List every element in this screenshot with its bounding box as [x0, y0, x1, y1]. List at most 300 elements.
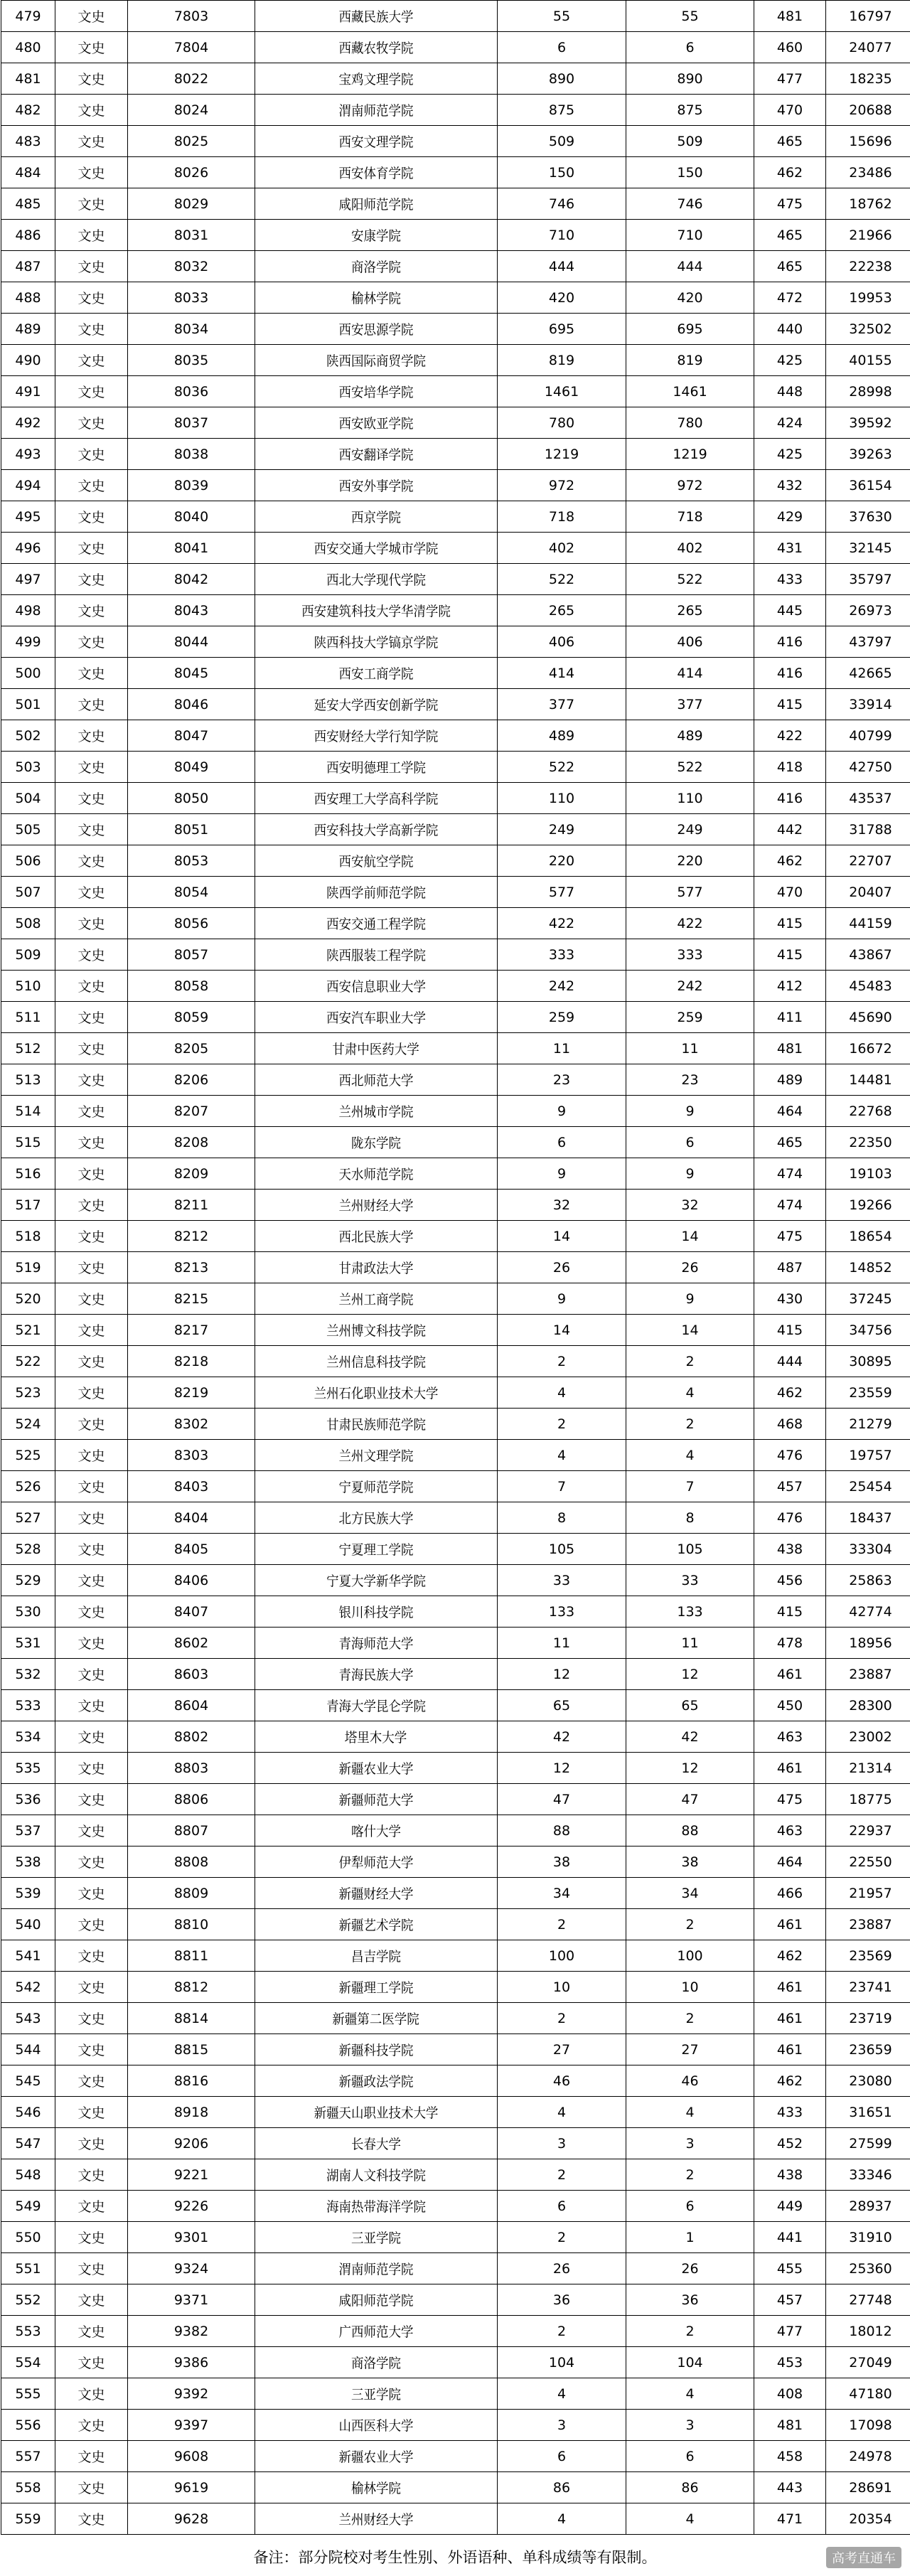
school-name-cell	[255, 2097, 498, 2128]
row-index-cell: 544	[1, 2034, 55, 2065]
admitted-count-cell: 10	[626, 1972, 754, 2003]
row-index-cell: 524	[1, 1409, 55, 1440]
admitted-count-cell: 65	[626, 1690, 754, 1721]
school-name-cell	[255, 1659, 498, 1690]
min-score-cell: 441	[754, 2222, 826, 2253]
min-rank-cell: 23002	[826, 1721, 910, 1753]
row-index-cell: 531	[1, 1628, 55, 1659]
school-name-text: 天水师范学院	[338, 1167, 414, 1182]
min-score-cell: 463	[754, 1721, 826, 1753]
table-row	[1, 220, 910, 251]
min-score-cell: 432	[754, 470, 826, 501]
subject-category-cell: 文史	[55, 1158, 128, 1190]
min-score-cell: 476	[754, 1440, 826, 1471]
min-score-cell: 477	[754, 2316, 826, 2347]
school-code-cell: 8034	[128, 314, 255, 345]
table-row	[1, 1377, 910, 1409]
school-name-text: 新疆天山职业技术大学	[314, 2105, 439, 2121]
plan-count-cell: 4	[498, 1377, 626, 1409]
subject-category-cell: 文史	[55, 63, 128, 95]
plan-count-cell: 38	[498, 1847, 626, 1878]
subject-category-cell: 文史	[55, 439, 128, 470]
subject-category-cell: 文史	[55, 1659, 128, 1690]
school-name-text: 榆林学院	[351, 291, 401, 306]
row-index-cell: 508	[1, 908, 55, 939]
admitted-count-cell: 718	[626, 501, 754, 533]
school-name-text: 青海民族大学	[338, 1667, 414, 1683]
table-row	[1, 1628, 910, 1659]
row-index-cell: 492	[1, 407, 55, 439]
min-score-cell: 466	[754, 1878, 826, 1909]
school-code-cell: 8029	[128, 188, 255, 220]
school-code-cell: 8054	[128, 877, 255, 908]
plan-count-cell: 718	[498, 501, 626, 533]
min-rank-cell: 24978	[826, 2441, 910, 2472]
min-score-cell: 416	[754, 626, 826, 658]
min-rank-cell: 18775	[826, 1784, 910, 1815]
school-name-cell	[255, 1315, 498, 1346]
table-row	[1, 2472, 910, 2503]
plan-count-cell: 2	[498, 1909, 626, 1940]
school-name-text: 西安体育学院	[338, 166, 414, 181]
table-row	[1, 1847, 910, 1878]
school-name-cell	[255, 939, 498, 971]
admitted-count-cell: 32	[626, 1190, 754, 1221]
school-name-text: 新疆科技学院	[338, 2043, 414, 2058]
min-score-cell: 481	[754, 1033, 826, 1064]
table-row	[1, 2347, 910, 2378]
min-rank-cell: 36154	[826, 470, 910, 501]
admitted-count-cell: 402	[626, 533, 754, 564]
school-name-text: 西安明德理工学院	[326, 760, 426, 776]
admitted-count-cell: 12	[626, 1753, 754, 1784]
school-code-cell: 8816	[128, 2065, 255, 2097]
subject-category-cell: 文史	[55, 2472, 128, 2503]
school-name-text: 广西师范大学	[338, 2324, 414, 2340]
plan-count-cell: 46	[498, 2065, 626, 2097]
subject-category-cell: 文史	[55, 1909, 128, 1940]
school-name-text: 三亚学院	[351, 2387, 401, 2403]
min-score-cell: 408	[754, 2378, 826, 2410]
subject-category-cell: 文史	[55, 2378, 128, 2410]
plan-count-cell: 377	[498, 689, 626, 720]
plan-count-cell: 1219	[498, 439, 626, 470]
row-index-cell: 542	[1, 1972, 55, 2003]
row-index-cell: 488	[1, 282, 55, 314]
school-code-cell: 8042	[128, 564, 255, 595]
min-rank-cell: 44159	[826, 908, 910, 939]
school-code-cell: 8604	[128, 1690, 255, 1721]
row-index-cell: 533	[1, 1690, 55, 1721]
plan-count-cell: 26	[498, 2253, 626, 2284]
min-score-cell: 461	[754, 1753, 826, 1784]
min-score-cell: 456	[754, 1565, 826, 1596]
min-rank-cell: 39263	[826, 439, 910, 470]
school-name-cell	[255, 2222, 498, 2253]
school-name-text: 兰州信息科技学院	[326, 1354, 426, 1370]
table-row	[1, 2410, 910, 2441]
row-index-cell: 541	[1, 1940, 55, 1972]
row-index-cell: 550	[1, 2222, 55, 2253]
table-row	[1, 564, 910, 595]
subject-category-cell: 文史	[55, 1283, 128, 1315]
school-code-cell: 8025	[128, 126, 255, 157]
min-rank-cell: 40155	[826, 345, 910, 376]
school-name-cell	[255, 1847, 498, 1878]
table-row	[1, 1315, 910, 1346]
min-rank-cell: 28998	[826, 376, 910, 407]
row-index-cell: 527	[1, 1502, 55, 1534]
plan-count-cell: 42	[498, 1721, 626, 1753]
table-row	[1, 63, 910, 95]
row-index-cell: 501	[1, 689, 55, 720]
row-index-cell: 553	[1, 2316, 55, 2347]
plan-count-cell: 259	[498, 1002, 626, 1033]
min-score-cell: 465	[754, 126, 826, 157]
row-index-cell: 534	[1, 1721, 55, 1753]
admitted-count-cell: 4	[626, 1377, 754, 1409]
admitted-count-cell: 577	[626, 877, 754, 908]
min-rank-cell: 27748	[826, 2284, 910, 2316]
admitted-count-cell: 9	[626, 1096, 754, 1127]
school-code-cell: 8219	[128, 1377, 255, 1409]
subject-category-cell: 文史	[55, 2097, 128, 2128]
row-index-cell: 548	[1, 2159, 55, 2191]
min-rank-cell: 19953	[826, 282, 910, 314]
subject-category-cell: 文史	[55, 1940, 128, 1972]
school-name-cell	[255, 376, 498, 407]
min-score-cell: 415	[754, 1315, 826, 1346]
table-row	[1, 2003, 910, 2034]
plan-count-cell: 88	[498, 1815, 626, 1847]
min-rank-cell: 33914	[826, 689, 910, 720]
school-name-text: 长春大学	[351, 2137, 401, 2152]
plan-count-cell: 220	[498, 845, 626, 877]
row-index-cell: 519	[1, 1252, 55, 1283]
min-score-cell: 415	[754, 908, 826, 939]
school-code-cell: 9386	[128, 2347, 255, 2378]
row-index-cell: 552	[1, 2284, 55, 2316]
table-row	[1, 2284, 910, 2316]
school-code-cell: 8043	[128, 595, 255, 626]
school-code-cell: 8404	[128, 1502, 255, 1534]
school-name-text: 商洛学院	[351, 260, 401, 275]
school-name-cell	[255, 1033, 498, 1064]
school-code-cell: 8205	[128, 1033, 255, 1064]
plan-count-cell: 2	[498, 1346, 626, 1377]
min-rank-cell: 22768	[826, 1096, 910, 1127]
min-score-cell: 487	[754, 1252, 826, 1283]
school-name-cell	[255, 1190, 498, 1221]
school-name-text: 青海大学昆仑学院	[326, 1699, 426, 1714]
subject-category-cell: 文史	[55, 626, 128, 658]
row-index-cell: 515	[1, 1127, 55, 1158]
school-name-text: 西安培华学院	[338, 385, 414, 400]
min-score-cell: 457	[754, 2284, 826, 2316]
min-score-cell: 424	[754, 407, 826, 439]
school-name-cell	[255, 689, 498, 720]
admitted-count-cell: 2	[626, 1409, 754, 1440]
admitted-count-cell: 38	[626, 1847, 754, 1878]
min-rank-cell: 31910	[826, 2222, 910, 2253]
min-rank-cell: 42750	[826, 752, 910, 783]
row-index-cell: 499	[1, 626, 55, 658]
school-name-text: 西安财经大学行知学院	[314, 729, 439, 744]
school-name-cell	[255, 2065, 498, 2097]
plan-count-cell: 710	[498, 220, 626, 251]
plan-count-cell: 2	[498, 1409, 626, 1440]
row-index-cell: 546	[1, 2097, 55, 2128]
row-index-cell: 506	[1, 845, 55, 877]
table-row	[1, 1940, 910, 1972]
min-rank-cell: 30895	[826, 1346, 910, 1377]
plan-count-cell: 100	[498, 1940, 626, 1972]
min-score-cell: 449	[754, 2191, 826, 2222]
subject-category-cell: 文史	[55, 2284, 128, 2316]
admitted-count-cell: 819	[626, 345, 754, 376]
min-rank-cell: 22350	[826, 1127, 910, 1158]
row-index-cell: 554	[1, 2347, 55, 2378]
school-code-cell: 8038	[128, 439, 255, 470]
admitted-count-cell: 414	[626, 658, 754, 689]
school-code-cell: 8212	[128, 1221, 255, 1252]
subject-category-cell: 文史	[55, 470, 128, 501]
plan-count-cell: 695	[498, 314, 626, 345]
table-row	[1, 752, 910, 783]
school-name-cell	[255, 1690, 498, 1721]
min-score-cell: 461	[754, 1659, 826, 1690]
min-rank-cell: 17098	[826, 2410, 910, 2441]
school-name-text: 伊犁师范大学	[338, 1855, 414, 1871]
plan-count-cell: 420	[498, 282, 626, 314]
school-name-text: 喀什大学	[351, 1824, 401, 1839]
school-name-text: 渭南师范学院	[338, 103, 414, 119]
plan-count-cell: 509	[498, 126, 626, 157]
school-name-text: 湖南人文科技学院	[326, 2168, 426, 2184]
footnote: 备注：部分院校对考生性别、外语语种、单科成绩等有限制。	[253, 2549, 657, 2566]
admitted-count-cell: 104	[626, 2347, 754, 2378]
subject-category-cell: 文史	[55, 752, 128, 783]
row-index-cell: 526	[1, 1471, 55, 1502]
table-row	[1, 1815, 910, 1847]
table-row	[1, 1440, 910, 1471]
min-score-cell: 474	[754, 1190, 826, 1221]
school-code-cell: 8218	[128, 1346, 255, 1377]
row-index-cell: 551	[1, 2253, 55, 2284]
school-code-cell: 8058	[128, 971, 255, 1002]
table-row	[1, 2065, 910, 2097]
table-row	[1, 157, 910, 188]
admitted-count-cell: 710	[626, 220, 754, 251]
subject-category-cell: 文史	[55, 783, 128, 814]
min-score-cell: 448	[754, 376, 826, 407]
school-name-cell	[255, 1283, 498, 1315]
subject-category-cell: 文史	[55, 908, 128, 939]
school-code-cell: 9619	[128, 2472, 255, 2503]
table-row	[1, 1502, 910, 1534]
min-score-cell: 478	[754, 1628, 826, 1659]
table-row	[1, 345, 910, 376]
school-name-cell	[255, 1471, 498, 1502]
table-row	[1, 32, 910, 63]
subject-category-cell: 文史	[55, 1628, 128, 1659]
school-name-text: 西安交通工程学院	[326, 916, 426, 932]
subject-category-cell: 文史	[55, 1565, 128, 1596]
plan-count-cell: 6	[498, 2191, 626, 2222]
min-score-cell: 453	[754, 2347, 826, 2378]
school-name-cell	[255, 626, 498, 658]
row-index-cell: 485	[1, 188, 55, 220]
admitted-count-cell: 9	[626, 1158, 754, 1190]
school-code-cell: 8407	[128, 1596, 255, 1628]
school-name-text: 西安外事学院	[338, 479, 414, 494]
school-name-text: 北方民族大学	[338, 1511, 414, 1527]
row-index-cell: 529	[1, 1565, 55, 1596]
plan-count-cell: 875	[498, 95, 626, 126]
school-name-text: 西安建筑科技大学华清学院	[301, 604, 451, 619]
admitted-count-cell: 1219	[626, 439, 754, 470]
min-rank-cell: 26973	[826, 595, 910, 626]
school-name-text: 宁夏大学新华学院	[326, 1573, 426, 1589]
subject-category-cell: 文史	[55, 595, 128, 626]
row-index-cell: 502	[1, 720, 55, 752]
plan-count-cell: 333	[498, 939, 626, 971]
school-name-cell	[255, 220, 498, 251]
school-name-cell	[255, 1596, 498, 1628]
min-rank-cell: 25360	[826, 2253, 910, 2284]
school-name-text: 西北师范大学	[338, 1073, 414, 1089]
plan-count-cell: 14	[498, 1221, 626, 1252]
table-row	[1, 533, 910, 564]
min-rank-cell: 34756	[826, 1315, 910, 1346]
school-code-cell: 8050	[128, 783, 255, 814]
subject-category-cell: 文史	[55, 1096, 128, 1127]
row-index-cell: 483	[1, 126, 55, 157]
plan-count-cell: 47	[498, 1784, 626, 1815]
school-name-cell	[255, 2316, 498, 2347]
admitted-count-cell: 8	[626, 1502, 754, 1534]
table-row	[1, 1096, 910, 1127]
table-row	[1, 1, 910, 32]
plan-count-cell: 2	[498, 2003, 626, 2034]
subject-category-cell: 文史	[55, 1409, 128, 1440]
school-name-cell	[255, 1940, 498, 1972]
min-score-cell: 461	[754, 1972, 826, 2003]
school-name-cell	[255, 1346, 498, 1377]
plan-count-cell: 265	[498, 595, 626, 626]
school-name-cell	[255, 2128, 498, 2159]
plan-count-cell: 489	[498, 720, 626, 752]
min-rank-cell: 43537	[826, 783, 910, 814]
school-code-cell: 7803	[128, 1, 255, 32]
min-score-cell: 431	[754, 533, 826, 564]
plan-count-cell: 1461	[498, 376, 626, 407]
row-index-cell: 521	[1, 1315, 55, 1346]
min-score-cell: 458	[754, 2441, 826, 2472]
admitted-count-cell: 26	[626, 2253, 754, 2284]
min-rank-cell: 35797	[826, 564, 910, 595]
plan-count-cell: 12	[498, 1753, 626, 1784]
table-row	[1, 939, 910, 971]
school-code-cell: 9371	[128, 2284, 255, 2316]
table-row	[1, 439, 910, 470]
school-code-cell: 8049	[128, 752, 255, 783]
school-name-cell	[255, 2503, 498, 2535]
table-row	[1, 1064, 910, 1096]
min-score-cell: 418	[754, 752, 826, 783]
subject-category-cell: 文史	[55, 95, 128, 126]
row-index-cell: 532	[1, 1659, 55, 1690]
school-name-text: 西安理工大学高科学院	[314, 791, 439, 807]
row-index-cell: 525	[1, 1440, 55, 1471]
min-rank-cell: 22550	[826, 1847, 910, 1878]
school-code-cell: 8051	[128, 814, 255, 845]
school-name-cell	[255, 126, 498, 157]
min-score-cell: 450	[754, 1690, 826, 1721]
min-rank-cell: 45690	[826, 1002, 910, 1033]
plan-count-cell: 4	[498, 2503, 626, 2535]
admitted-count-cell: 3	[626, 2128, 754, 2159]
school-name-cell	[255, 501, 498, 533]
school-code-cell: 9206	[128, 2128, 255, 2159]
min-score-cell: 462	[754, 1377, 826, 1409]
school-name-text: 陕西学前师范学院	[326, 885, 426, 901]
row-index-cell: 556	[1, 2410, 55, 2441]
row-index-cell: 536	[1, 1784, 55, 1815]
plan-count-cell: 9	[498, 1158, 626, 1190]
table-row	[1, 877, 910, 908]
school-code-cell: 8603	[128, 1659, 255, 1690]
school-name-text: 兰州文理学院	[338, 1448, 414, 1464]
admitted-count-cell: 47	[626, 1784, 754, 1815]
plan-count-cell: 150	[498, 157, 626, 188]
school-name-text: 商洛学院	[351, 2356, 401, 2371]
school-name-cell	[255, 1565, 498, 1596]
school-name-text: 咸阳师范学院	[338, 197, 414, 213]
table-row	[1, 595, 910, 626]
school-name-text: 西藏民族大学	[338, 9, 414, 25]
row-index-cell: 500	[1, 658, 55, 689]
min-rank-cell: 18235	[826, 63, 910, 95]
min-score-cell: 470	[754, 95, 826, 126]
admitted-count-cell: 14	[626, 1221, 754, 1252]
table-row	[1, 1252, 910, 1283]
admitted-count-cell: 259	[626, 1002, 754, 1033]
school-name-text: 西安汽车职业大学	[326, 1010, 426, 1026]
min-score-cell: 461	[754, 1909, 826, 1940]
min-score-cell: 475	[754, 188, 826, 220]
school-code-cell: 7804	[128, 32, 255, 63]
school-name-text: 陇东学院	[351, 1135, 401, 1151]
row-index-cell: 491	[1, 376, 55, 407]
plan-count-cell: 14	[498, 1315, 626, 1346]
plan-count-cell: 32	[498, 1190, 626, 1221]
min-score-cell: 465	[754, 1127, 826, 1158]
min-score-cell: 462	[754, 157, 826, 188]
school-name-text: 新疆艺术学院	[338, 1918, 414, 1933]
plan-count-cell: 65	[498, 1690, 626, 1721]
school-name-text: 咸阳师范学院	[338, 2293, 414, 2309]
admitted-count-cell: 4	[626, 2503, 754, 2535]
row-index-cell: 503	[1, 752, 55, 783]
plan-count-cell: 780	[498, 407, 626, 439]
min-rank-cell: 42774	[826, 1596, 910, 1628]
school-name-cell	[255, 564, 498, 595]
school-code-cell: 8405	[128, 1534, 255, 1565]
table-row	[1, 845, 910, 877]
min-score-cell: 476	[754, 1502, 826, 1534]
subject-category-cell: 文史	[55, 971, 128, 1002]
